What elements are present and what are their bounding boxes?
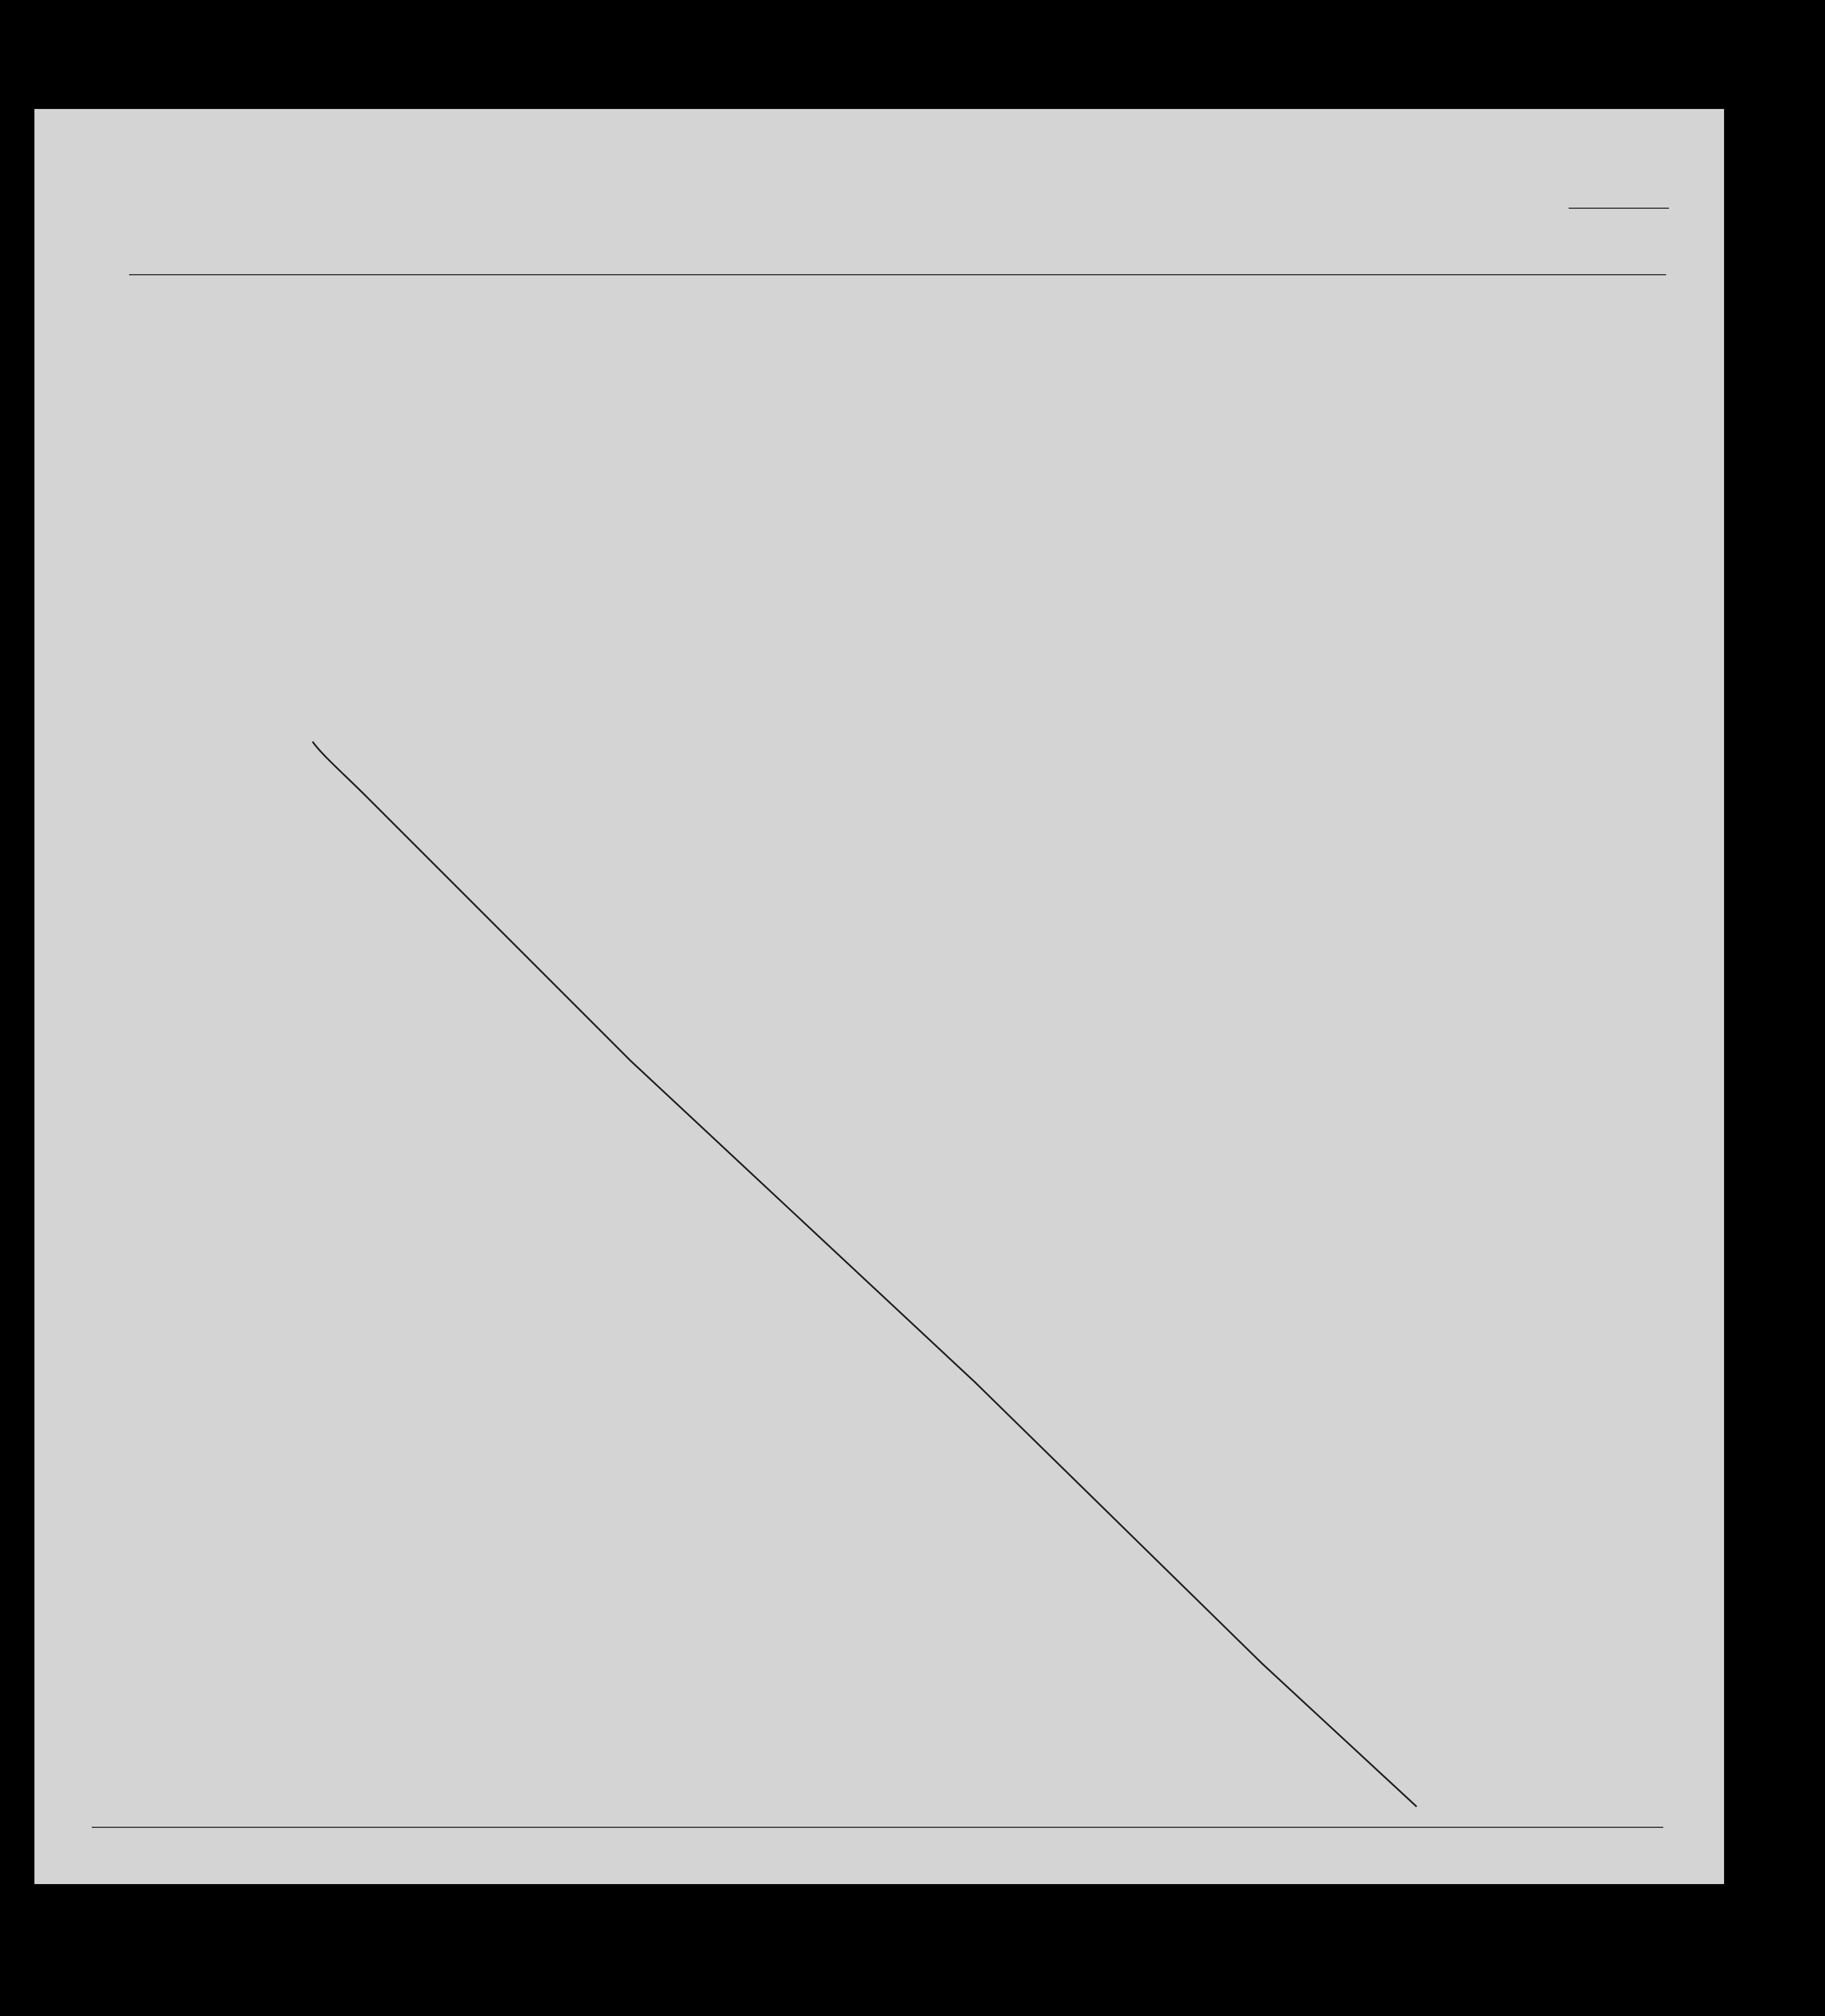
footer-underline (92, 1827, 1663, 1828)
